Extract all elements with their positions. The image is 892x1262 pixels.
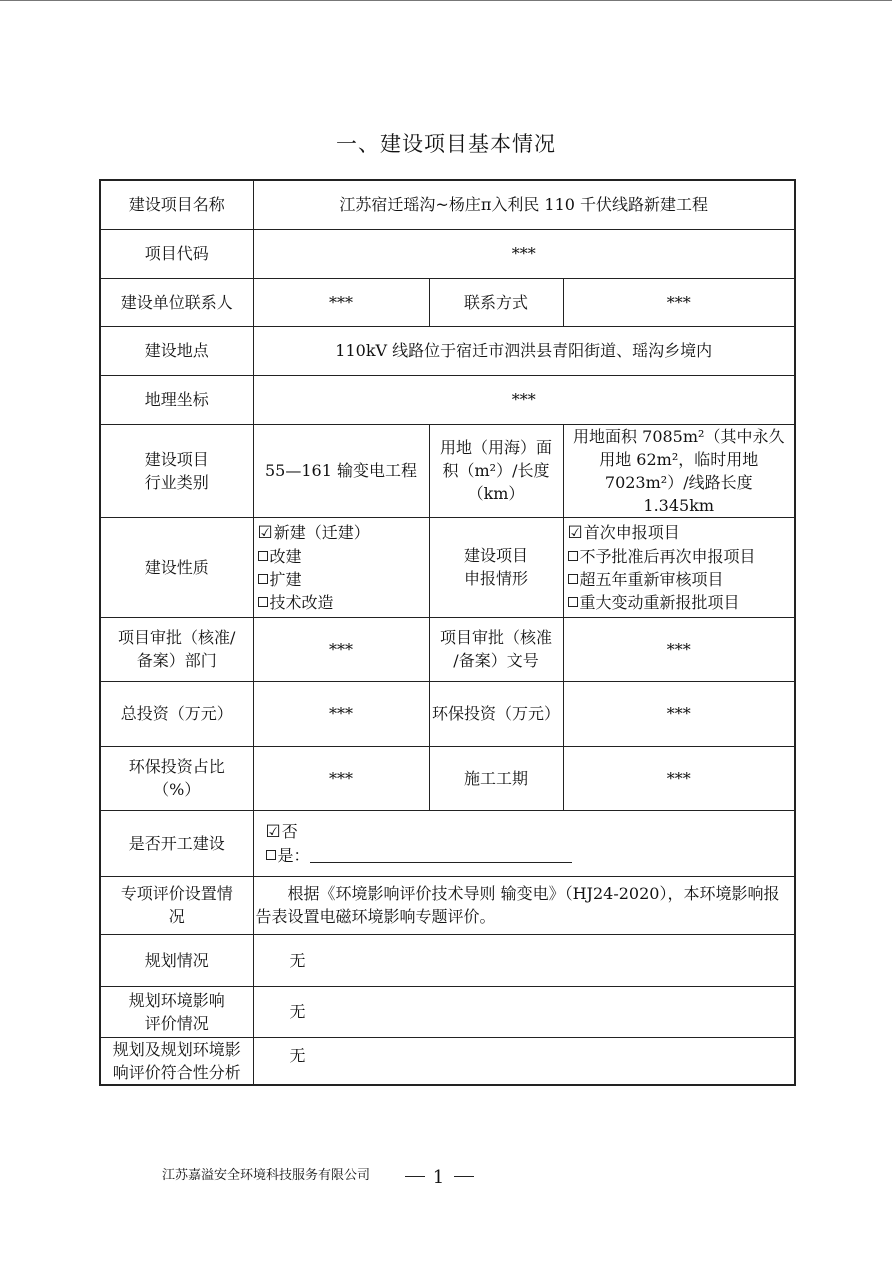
project-name-label: 建设项目名称 <box>100 180 253 229</box>
row-planning-conformity <box>100 1037 795 1085</box>
special-eval-label-line2: 况 <box>168 907 185 926</box>
declaration-label-line1: 建设项目 <box>463 546 528 565</box>
declaration-label-line2: 申报情形 <box>463 569 528 588</box>
env-ratio-label-line2: （%） <box>153 780 201 799</box>
row-project-name <box>100 180 795 229</box>
row-project-code <box>100 229 795 278</box>
planning-conformity-label-line1: 规划及规划环境影 <box>112 1039 241 1059</box>
project-info-table <box>99 179 796 1086</box>
planning-env-label-line1: 规划环境影响 <box>128 990 225 1010</box>
planning-conformity-value: 无 <box>253 1037 795 1085</box>
planning-conformity-label-line2: 响评价符合性分析 <box>112 1062 241 1082</box>
nature-options <box>253 517 429 617</box>
row-started <box>100 810 795 876</box>
checkbox-icon <box>266 850 276 860</box>
planning-env-label-line2: 评价情况 <box>144 1013 209 1033</box>
checked-box-icon: ☑ <box>567 522 583 543</box>
checkbox-icon <box>568 597 578 607</box>
row-special-eval <box>100 876 795 934</box>
special-eval-label <box>100 876 253 934</box>
env-investment-label: 环保投资（万元） <box>429 681 563 746</box>
industry-label-line2: 行业类别 <box>144 472 209 492</box>
approval-doc-value: *** <box>563 617 795 681</box>
location-value: 110kV 线路位于宿迁市泗洪县青阳街道、瑶沟乡境内 <box>253 326 795 375</box>
project-code-label: 项目代码 <box>100 229 253 278</box>
row-industry <box>100 424 795 517</box>
row-coordinates <box>100 375 795 424</box>
approval-dept-label-line1: 项目审批（核准/ <box>118 628 236 647</box>
checkbox-icon <box>568 574 578 584</box>
industry-value: 55—161 输变电工程 <box>253 424 429 517</box>
started-option-yes[interactable]: 是： <box>266 844 791 867</box>
declaration-options <box>563 517 795 617</box>
project-code-value: *** <box>253 229 795 278</box>
planning-conformity-label <box>100 1037 253 1085</box>
started-label: 是否开工建设 <box>100 810 253 876</box>
nature-option-rebuild[interactable]: 改建 <box>258 545 425 568</box>
approval-dept-value: *** <box>253 617 429 681</box>
page-number-value: 1 <box>432 1167 447 1188</box>
coordinates-value: *** <box>253 375 795 424</box>
land-area-label-line3: （km） <box>467 484 525 503</box>
approval-doc-label <box>429 617 563 681</box>
nature-option-expand[interactable]: 扩建 <box>258 568 425 591</box>
location-label: 建设地点 <box>100 326 253 375</box>
land-area-value-line1: 用地面积 7085m²（其中永久 <box>573 426 785 446</box>
row-location <box>100 326 795 375</box>
investment-label: 总投资（万元） <box>100 681 253 746</box>
declaration-option-major-change[interactable]: 重大变动重新报批项目 <box>568 591 791 614</box>
special-eval-label-line1: 专项评价设置情 <box>120 884 233 903</box>
contact-value: *** <box>253 278 429 326</box>
land-area-label-line1: 用地（用海）面 <box>439 438 552 457</box>
footer-company: 江苏嘉溢安全环境科技服务有限公司 <box>162 1168 371 1183</box>
row-approval <box>100 617 795 681</box>
contact-method-label: 联系方式 <box>429 278 563 326</box>
contact-label: 建设单位联系人 <box>100 278 253 326</box>
approval-doc-label-line2: /备案）文号 <box>453 651 539 670</box>
industry-label-line1: 建设项目 <box>144 449 209 469</box>
checkbox-icon <box>568 551 578 561</box>
row-contact <box>100 278 795 326</box>
row-nature <box>100 517 795 617</box>
checked-box-icon: ☑ <box>257 522 273 543</box>
row-env-ratio <box>100 746 795 810</box>
industry-label <box>100 424 253 517</box>
page-dash-right <box>454 1176 474 1177</box>
checkbox-icon <box>258 551 268 561</box>
env-ratio-value: *** <box>253 746 429 810</box>
env-ratio-label-line1: 环保投资占比 <box>128 757 225 776</box>
land-area-value-line2: 用地 62m²，临时用地 <box>599 449 759 469</box>
project-name-value: 江苏宿迁瑶沟~杨庄π入利民 110 千伏线路新建工程 <box>253 180 795 229</box>
contact-method-value: *** <box>563 278 795 326</box>
construction-period-label: 施工工期 <box>429 746 563 810</box>
investment-value: *** <box>253 681 429 746</box>
approval-dept-label-line2: 备案）部门 <box>136 651 217 670</box>
env-investment-value: *** <box>563 681 795 746</box>
coordinates-label: 地理坐标 <box>100 375 253 424</box>
construction-period-value: *** <box>563 746 795 810</box>
planning-env-label <box>100 986 253 1037</box>
checkbox-icon <box>258 597 268 607</box>
page-dash-left <box>405 1176 425 1177</box>
checkbox-icon <box>258 574 268 584</box>
planning-value: 无 <box>253 934 795 986</box>
land-area-label <box>429 424 563 517</box>
nature-label: 建设性质 <box>100 517 253 617</box>
yes-blank-line <box>310 848 572 863</box>
approval-doc-label-line1: 项目审批（核准 <box>439 628 552 647</box>
nature-option-new[interactable]: ☑新建（迁建） <box>257 522 370 543</box>
row-planning-env <box>100 986 795 1037</box>
top-rule <box>0 0 892 1</box>
planning-env-value: 无 <box>253 986 795 1037</box>
nature-option-tech[interactable]: 技术改造 <box>258 591 425 614</box>
declaration-option-first[interactable]: ☑首次申报项目 <box>567 522 680 543</box>
row-planning <box>100 934 795 986</box>
env-ratio-label <box>100 746 253 810</box>
land-area-value <box>563 424 795 517</box>
started-option-no[interactable]: ☑否 <box>265 821 298 842</box>
declaration-option-five-year[interactable]: 超五年重新审核项目 <box>568 568 791 591</box>
approval-dept-label <box>100 617 253 681</box>
land-area-value-line3: 7023m²）/线路长度 1.345km <box>604 472 753 515</box>
checked-box-icon: ☑ <box>265 821 281 842</box>
declaration-option-resubmit[interactable]: 不予批准后再次申报项目 <box>568 545 791 568</box>
planning-label: 规划情况 <box>100 934 253 986</box>
declaration-label <box>429 517 563 617</box>
page-title: 一、建设项目基本情况 <box>336 132 556 156</box>
page-number <box>405 1167 474 1188</box>
land-area-label-line2: 积（m²）/长度 <box>442 461 550 480</box>
special-eval-value: 根据《环境影响评价技术导则 输变电》（HJ24-2020），本环境影响报告表设置电磁环境影响专题评价。 <box>253 876 795 934</box>
row-investment <box>100 681 795 746</box>
started-options <box>253 810 795 876</box>
